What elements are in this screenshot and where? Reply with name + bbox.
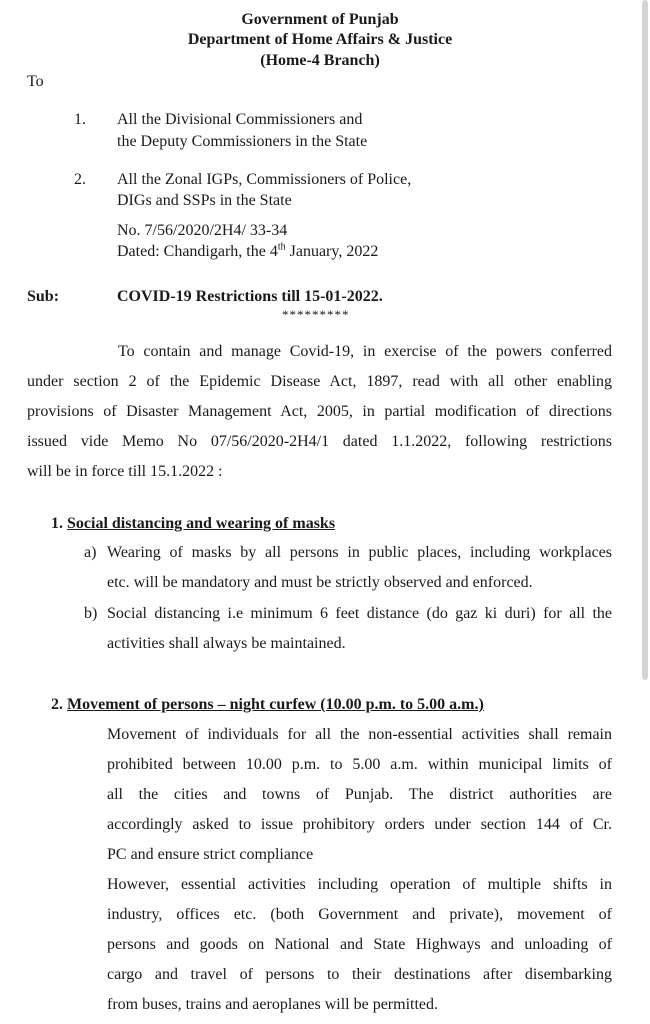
header-branch: (Home-4 Branch) bbox=[260, 52, 380, 69]
item-label: b) bbox=[84, 605, 98, 622]
para-line: persons and goods on National and State Highways and unloading of bbox=[107, 936, 612, 953]
recipient-line: DIGs and SSPs in the State bbox=[117, 192, 292, 209]
subject-label: Sub: bbox=[27, 288, 60, 305]
header-government: Government of Punjab bbox=[241, 11, 399, 28]
section-1-heading bbox=[51, 514, 335, 534]
recipient-line: All the Zonal IGPs, Commissioners of Police, bbox=[117, 171, 412, 188]
para-line: prohibited between 10.00 p.m. to 5.00 a.m. within municipal limits of bbox=[107, 756, 612, 773]
item-label: a) bbox=[84, 544, 97, 561]
memo-date bbox=[117, 242, 378, 262]
intro-paragraph bbox=[27, 337, 612, 487]
date-superscript: th bbox=[277, 241, 286, 253]
recipient-line: the Deputy Commissioners in the State bbox=[117, 133, 368, 150]
para-line: from buses, trains and aeroplanes will be permitted. bbox=[107, 996, 439, 1013]
section-1-item-b bbox=[107, 599, 612, 659]
header-department: Department of Home Affairs & Justice bbox=[187, 31, 453, 48]
section-2-paragraph-1 bbox=[107, 720, 612, 870]
item-line: Wearing of masks by all persons in public places, including workplaces bbox=[107, 544, 612, 561]
para-line: However, essential activities including operation of multiple shifts in bbox=[107, 876, 612, 893]
recipient-number: 1. bbox=[74, 111, 86, 128]
para-line: accordingly asked to issue prohibitory orders under section 144 of Cr. bbox=[107, 816, 612, 833]
para-line: Movement of individuals for all the non-essential activities shall remain bbox=[107, 726, 612, 743]
intro-line: To contain and manage Covid-19, in exercise of the powers conferred bbox=[118, 343, 612, 360]
para-line: PC and ensure strict compliance bbox=[107, 846, 314, 863]
section-2-title: Movement of persons – night curfew (10.00 p.m. to 5.00 a.m.) bbox=[67, 696, 484, 713]
recipient-line: All the Divisional Commissioners and bbox=[117, 111, 363, 128]
memo-number: No. 7/56/2020/2H4/ 33-34 bbox=[117, 222, 288, 239]
item-line: activities shall always be maintained. bbox=[107, 635, 346, 652]
para-line: industry, offices etc. (both Government and private), movement of bbox=[107, 906, 612, 923]
section-2-paragraph-2 bbox=[107, 870, 612, 1020]
section-1-item-a bbox=[107, 538, 612, 598]
section-2-heading bbox=[51, 695, 484, 715]
subject-stars: ********* bbox=[282, 307, 350, 322]
date-suffix: January, 2022 bbox=[285, 243, 379, 260]
para-line: all the cities and towns of Punjab. The district authorities are bbox=[107, 786, 612, 803]
intro-line: issued vide Memo No 07/56/2020-2H4/1 dated 1.1.2022, following restrictions bbox=[27, 433, 612, 450]
section-2-number: 2. bbox=[51, 696, 63, 713]
vertical-scrollbar[interactable] bbox=[642, 0, 648, 680]
section-1-number: 1. bbox=[51, 515, 63, 532]
date-prefix: Dated: Chandigarh, the 4 bbox=[117, 243, 278, 260]
intro-line: will be in force till 15.1.2022 : bbox=[27, 463, 223, 480]
recipient-number: 2. bbox=[74, 171, 86, 188]
intro-line: under section 2 of the Epidemic Disease Act, 1897, read with all other enabling bbox=[27, 373, 612, 390]
subject-text: COVID-19 Restrictions till 15-01-2022. bbox=[117, 288, 383, 305]
to-label: To bbox=[27, 73, 44, 90]
para-line: cargo and travel of persons to their destinations after disembarking bbox=[107, 966, 612, 983]
section-1-title: Social distancing and wearing of masks bbox=[67, 515, 336, 532]
item-line: Social distancing i.e minimum 6 feet distance (do gaz ki duri) for all the bbox=[107, 605, 612, 622]
intro-line: provisions of Disaster Management Act, 2005, in partial modification of directions bbox=[27, 403, 612, 420]
item-line: etc. will be mandatory and must be strictly observed and enforced. bbox=[107, 574, 533, 591]
